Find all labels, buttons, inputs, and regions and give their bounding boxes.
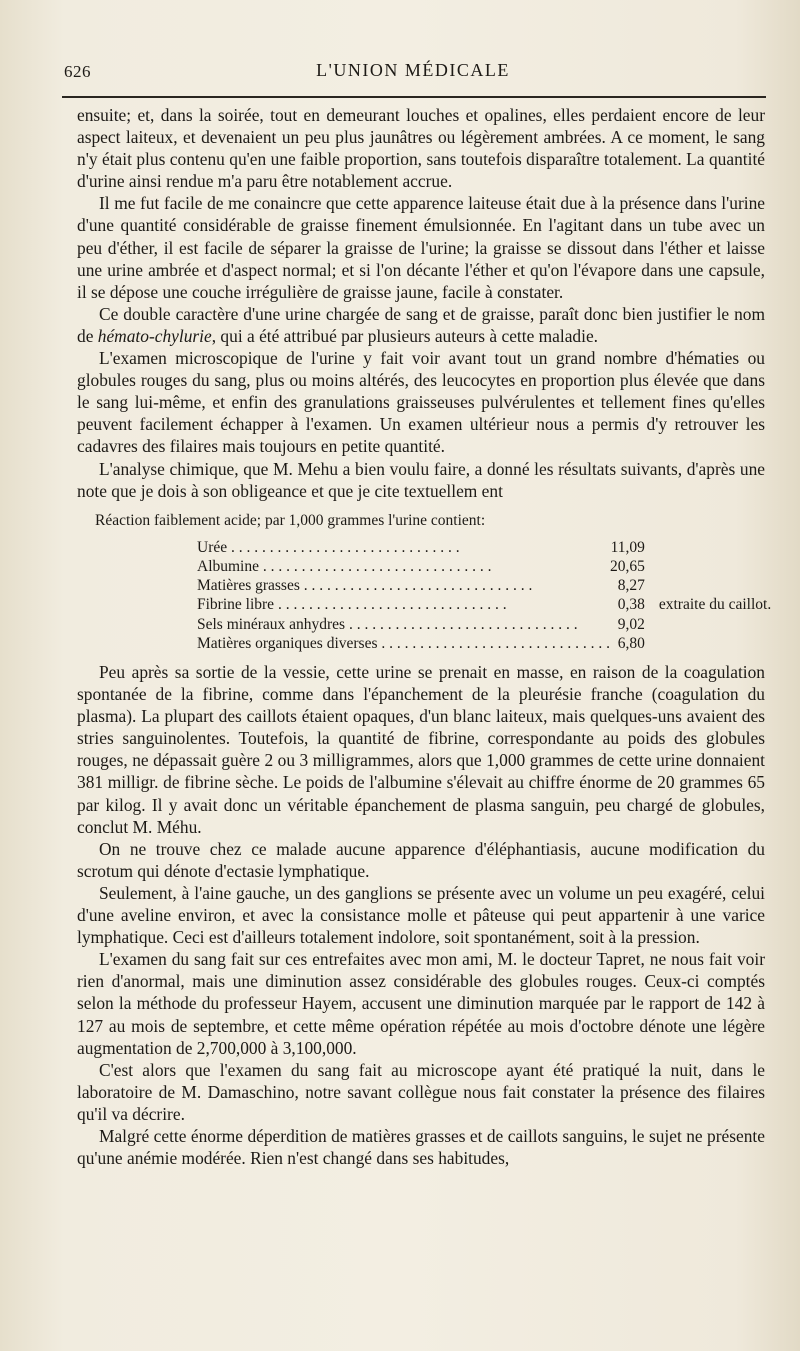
paragraph: C'est alors que l'examen du sang fait au microscope ayant été pratiqué la nuit, dans le laboratoire de M. Damaschino, notre savant collègue nous fait constater la présence des filaires qu'il va décrire. (77, 1059, 765, 1124)
page-header (62, 56, 764, 88)
component-value: 9,02 (617, 615, 645, 633)
paragraph: L'examen du sang fait sur ces entrefaites avec mon ami, M. le docteur Tapret, ne nous fait voir rien d'anormal, mais une diminution assez considérable des globules rouges. Ceux-ci comptés selon la méthode du professeur Hayem, accusent une diminution marquée par le rapport de 142 à 127 au mois de septembre, et cette même opération répétée au mois d'octobre dénote une légère augmentation de 2,700,000 à 3,100,000. (77, 949, 765, 1058)
paragraph: ensuite; et, dans la soirée, tout en demeurant louches et opalines, elles perdaient encore de leur aspect laiteux, et devenaient un peu plus jaunâtres ou légèrement ambrées. A ce moment, le sang n'y était plus contenu qu'en une faible proportion, sans toutefois disparaître totalement. La quantité d'urine ainsi rendue m'a paru être notablement accrue. (77, 105, 765, 192)
paragraph: On ne trouve chez ce malade aucune apparence d'éléphantiasis, aucune modification du scrotum qui dénote d'ectasie lymphatique. (77, 838, 765, 881)
article-body (77, 104, 772, 1169)
component-name: Fibrine libre . . . (197, 595, 610, 614)
paragraph: Peu après sa sortie de la vessie, cette urine se prenait en masse, en raison de la coagulation spontanée de la fibrine, comme dans l'épanchement de la pleurésie franche (coagulation du plasma). La plupart des caillots étaient opaques, d'un blanc laiteux, mais quelques-uns avaient des stries sanguinolentes. Toutefois, la quantité de fibrine, correspondante au poids des globules rouges, ne dépassait guère 2 ou 3 milligrammes, alors que 1,000 grammes de cette urine donnaient 381 milligr. de fibrine sèche. Le poids de l'albumine s'élevait au chiffre énorme de 20 grammes 65 par kilog. Il y avait donc un véritable épanchement de plasma sanguin, peu chargé de globules, conclut M. Méhu. (77, 662, 765, 837)
paragraph: Il me fut facile de me conaincre que cette apparence laiteuse était due à la présence dans l'urine d'une quantité considérable de graisse finement émulsionnée. En l'agitant dans un tube avec un peu d'éther, il est facile de séparer la graisse de l'urine; la graisse se dissout dans l'éther et laisse une urine ambrée et d'aspect normal; et si l'on décante l'éther et qu'on l'évapore dans une capsule, il se dépose une couche irrégulière de graisse jaune, facile à constater. (77, 193, 765, 302)
table-row (197, 634, 771, 653)
paragraph: Seulement, à l'aine gauche, un des ganglions se présente avec un volume un peu exagéré, celui d'une aveline environ, et avec la consistance molle et pâteuse qui peut appartenir à une varice lymphatique. Ceci est d'ailleurs totalement indolore, soit spontanément, soit à la pression. (77, 882, 765, 948)
component-name: Matières grasses . . . (197, 576, 610, 595)
analysis-intro: Réaction faiblement acide; par 1,000 grammes l'urine contient: (95, 511, 486, 529)
table-row (197, 615, 771, 634)
component-note (659, 538, 771, 557)
paragraph: L'examen microscopique de l'urine y fait voir avant tout un grand nombre d'hématies ou globules rouges du sang, plus ou moins altérés, des leucocytes en proportion plus élevée que dans le sang lui-même, et enfin des granulations graisseuses pulvérulentes et tellement fines qu'elles peuvent facilement échapper à l'examen. Un examen ultérieur nous a permis d'y retrouver les cadavres des filaires mais toujours en petite quantité. (77, 348, 765, 457)
paragraph (77, 303, 765, 347)
page-number: 626 (64, 62, 91, 81)
component-name: Albumine . . . (197, 557, 610, 576)
paragraph-text: Ce double caractère d'une urine chargée de sang et de graisse, paraît donc bien justifier le nom de (77, 303, 765, 346)
component-note: extraite du caillot. (658, 596, 772, 614)
component-note (659, 615, 771, 634)
component-value: 0,38 (617, 596, 645, 614)
component-note (659, 576, 771, 595)
component-value: 6,80 (617, 634, 645, 652)
component-value: 20,65 (610, 557, 645, 575)
table-row (197, 576, 771, 595)
paragraph: Malgré cette énorme déperdition de matières grasses et de caillots sanguins, le sujet ne présente qu'une anémie modérée. Rien n'est changé dans ses habitudes, (77, 1125, 765, 1169)
italic-term: hémato-chylurie (97, 325, 212, 346)
paragraph-text: , qui a été attribué par plusieurs auteurs à cette maladie. (211, 325, 599, 346)
table-row (197, 595, 771, 614)
component-note (659, 634, 771, 653)
component-value: 8,27 (617, 577, 645, 595)
paragraph: L'analyse chimique, que M. Mehu a bien voulu faire, a donné les résultats suivants, d'après une note que je dois à son obligeance et que je cite textuellem ent (77, 458, 765, 501)
running-title: L'UNION MÉDICALE (316, 60, 510, 80)
component-value: 11,09 (610, 538, 645, 556)
table-row (197, 557, 771, 576)
header-rule (62, 96, 766, 98)
component-name: Matières organiques diverses . . . (197, 634, 610, 653)
component-name: Urée . . . (197, 538, 610, 557)
component-name: Sels minéraux anhydres . . . (197, 615, 610, 634)
component-note (659, 557, 771, 576)
table-row (197, 538, 771, 557)
analysis-table (197, 538, 771, 653)
